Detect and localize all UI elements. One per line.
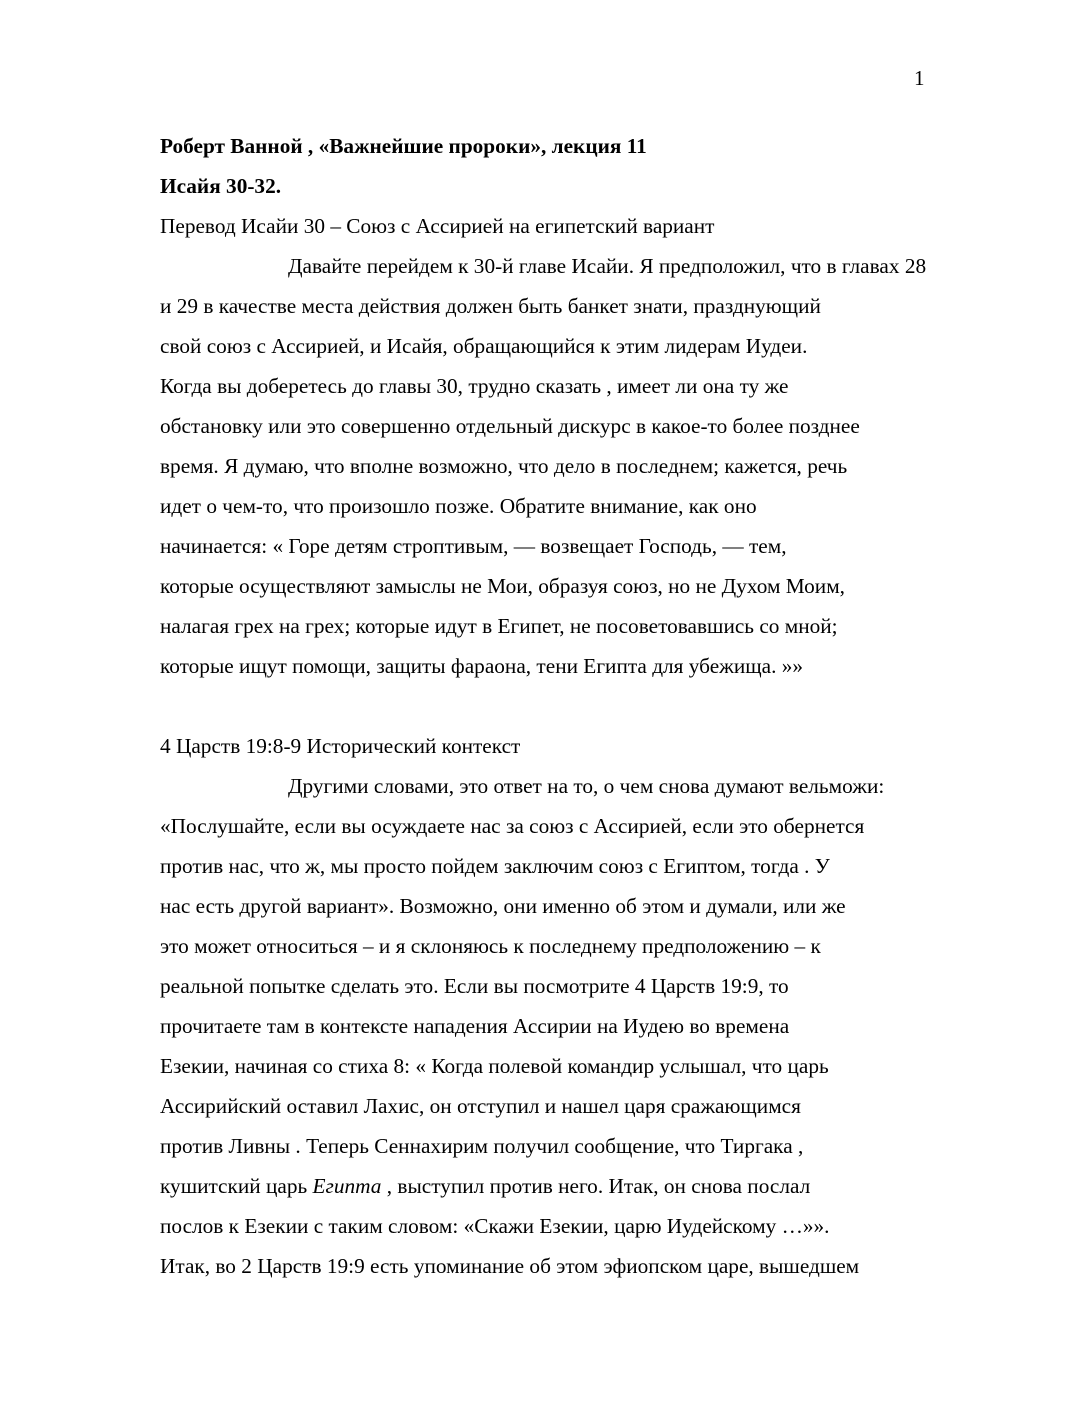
text-line: свой союз с Ассирией, и Исайя, обращающийся к этим лидерам Иудеи. [160, 334, 808, 358]
italic-text-fragment: Египта [312, 1174, 382, 1198]
text-line: начинается: « Горе детям строптивым, — возвещает Господь, — тем, [160, 534, 787, 558]
text-line: прочитаете там в контексте нападения Ассирии на Иудею во времена [160, 1014, 790, 1038]
text-line: реальной попытке сделать это. Если вы посмотрите 4 Царств 19:9, то [160, 974, 789, 998]
text-line: против нас, что ж, мы просто пойдем заключим союз с Египтом, тогда . У [160, 854, 830, 878]
paragraph-2 [160, 766, 930, 1286]
text-line: «Послушайте, если вы осуждаете нас за союз с Ассирией, если это обернется [160, 814, 865, 838]
text-fragment: , выступил против него. Итак, он снова послал [381, 1174, 811, 1198]
text-line: Езекии, начиная со стиха 8: « Когда полевой командир услышал, что царь [160, 1054, 829, 1078]
text-line: которые ищут помощи, защиты фараона, тени Египта для убежища. »» [160, 654, 804, 678]
text-line: которые осуществляют замыслы не Мои, образуя союз, но не Духом Моим, [160, 574, 845, 598]
text-line: Итак, во 2 Царств 19:9 есть упоминание об этом эфиопском царе, вышедшем [160, 1254, 860, 1278]
section-heading-2: 4 Царств 19:8-9 Исторический контекст [160, 734, 521, 758]
text-line: время. Я думаю, что вполне возможно, что дело в последнем; кажется, речь [160, 454, 848, 478]
text-line: налагая грех на грех; которые идут в Египет, не посоветовавшись со мной; [160, 614, 838, 638]
document-body [160, 126, 930, 1286]
text-line: обстановку или это совершенно отдельный дискурс в какое-то более позднее [160, 414, 860, 438]
text-line: нас есть другой вариант». Возможно, они именно об этом и думали, или же [160, 894, 846, 918]
document-subtitle: Исайя 30-32. [160, 174, 282, 198]
text-line: и 29 в качестве места действия должен быть банкет знати, празднующий [160, 294, 821, 318]
text-line: Давайте перейдем к 30-й главе Исайи. Я предположил, что в главах 28 [288, 254, 927, 278]
text-line: идет о чем-то, что произошло позже. Обратите внимание, как оно [160, 494, 757, 518]
text-line: это может относиться – и я склоняюсь к последнему предположению – к [160, 934, 821, 958]
paragraph-gap [160, 686, 930, 726]
document-title: Роберт Ванной , «Важнейшие пророки», лекция 11 [160, 134, 647, 158]
text-line: послов к Езекии с таким словом: «Скажи Езекии, царю Иудейскому …»». [160, 1214, 830, 1238]
text-line: Когда вы доберетесь до главы 30, трудно сказать , имеет ли она ту же [160, 374, 789, 398]
text-line: Ассирийский оставил Лахис, он отступил и нашел царя сражающимся [160, 1094, 801, 1118]
paragraph-1 [160, 246, 930, 686]
text-line: против Ливны . Теперь Сеннахирим получил сообщение, что Тиргака , [160, 1134, 804, 1158]
text-line: Другими словами, это ответ на то, о чем снова думают вельможи: [288, 774, 885, 798]
text-line [160, 1166, 930, 1206]
section-heading-1: Перевод Исайи 30 – Союз с Ассирией на египетский вариант [160, 214, 715, 238]
page-number: 1 [914, 66, 925, 90]
text-fragment: кушитский царь [160, 1174, 313, 1198]
